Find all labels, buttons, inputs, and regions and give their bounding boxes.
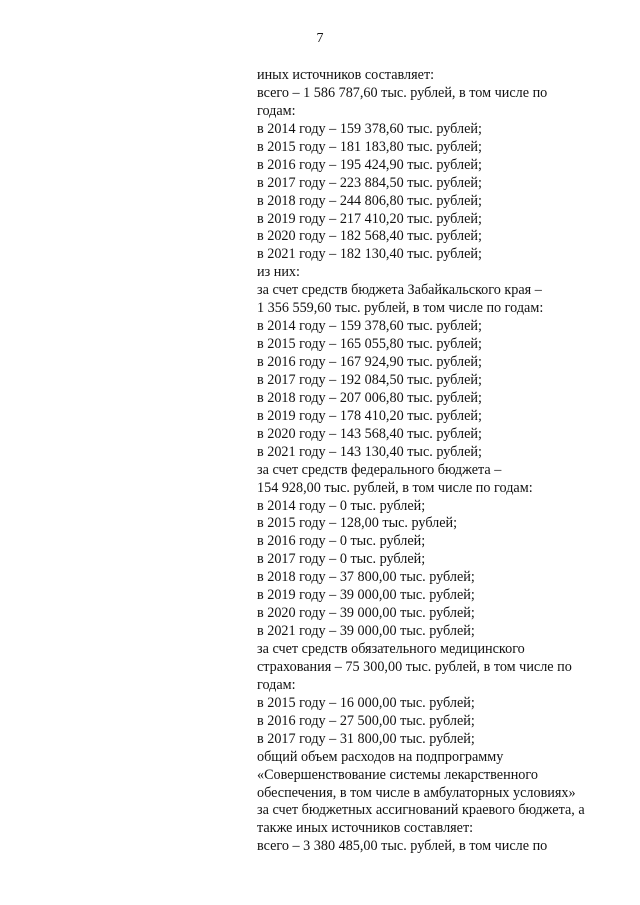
text-line: в 2016 году – 167 924,90 тыс. рублей; xyxy=(257,354,482,370)
text-line: в 2019 году – 39 000,00 тыс. рублей; xyxy=(257,587,475,604)
text-line: также иных источников составляет: xyxy=(257,820,474,837)
text-line: всего – 3 380 485,00 тыс. рублей, в том числе по xyxy=(257,838,548,855)
text-line: в 2014 году – 0 тыс. рублей; xyxy=(257,497,426,514)
text-line: в 2021 году – 39 000,00 тыс. рублей; xyxy=(257,623,475,640)
text-line: в 2018 году – 37 800,00 тыс. рублей; xyxy=(257,569,475,586)
text-line: годам: xyxy=(257,102,296,119)
text-line: в 2017 году – 31 800,00 тыс. рублей; xyxy=(257,730,475,747)
text-line: в 2016 году – 195 424,90 тыс. рублей; xyxy=(257,156,482,173)
text-line: за счет средств обязательного медицинского xyxy=(257,641,525,657)
text-line: в 2020 году – 182 568,40 тыс. рублей; xyxy=(257,228,482,245)
text-line: в 2020 году – 143 568,40 тыс. рублей; xyxy=(257,425,482,442)
text-line: «Совершенствование системы лекарственного xyxy=(257,766,538,783)
text-line: общий объем расходов на подпрограмму xyxy=(257,748,504,765)
text-line: в 2017 году – 0 тыс. рублей; xyxy=(257,551,426,568)
text-line: в 2021 году – 143 130,40 тыс. рублей; xyxy=(257,443,482,460)
text-line: из них: xyxy=(257,264,300,281)
text-line: в 2018 году – 244 806,80 тыс. рублей; xyxy=(257,192,482,209)
text-line: 154 928,00 тыс. рублей, в том числе по годам: xyxy=(257,479,533,496)
text-line: в 2015 году – 165 055,80 тыс. рублей; xyxy=(257,336,482,353)
text-line: в 2014 году – 159 378,60 тыс. рублей; xyxy=(257,120,482,137)
text-line: 1 356 559,60 тыс. рублей, в том числе по годам: xyxy=(257,300,544,317)
text-line: в 2014 году – 159 378,60 тыс. рублей; xyxy=(257,318,482,335)
text-line: иных источников составляет: xyxy=(257,67,435,83)
page-number: 7 xyxy=(316,31,324,46)
text-line: страхования – 75 300,00 тыс. рублей, в том числе по xyxy=(257,658,572,675)
text-line: за счет средств бюджета Забайкальского края – xyxy=(257,282,542,299)
document-text-block xyxy=(257,67,627,856)
text-line: в 2015 году – 128,00 тыс. рублей; xyxy=(257,515,458,532)
text-line: годам: xyxy=(257,676,296,693)
text-line: в 2015 году – 181 183,80 тыс. рублей; xyxy=(257,138,482,155)
text-line: в 2020 году – 39 000,00 тыс. рублей; xyxy=(257,605,475,622)
text-line: в 2019 году – 178 410,20 тыс. рублей; xyxy=(257,407,482,424)
text-line: всего – 1 586 787,60 тыс. рублей, в том числе по xyxy=(257,84,548,101)
text-line: за счет бюджетных ассигнований краевого бюджета, а xyxy=(257,802,585,819)
text-line: обеспечения, в том числе в амбулаторных условиях» xyxy=(257,784,576,801)
text-line: в 2016 году – 0 тыс. рублей; xyxy=(257,533,426,550)
text-line: в 2018 году – 207 006,80 тыс. рублей; xyxy=(257,389,482,406)
text-line: в 2017 году – 192 084,50 тыс. рублей; xyxy=(257,371,482,388)
text-line: в 2021 году – 182 130,40 тыс. рублей; xyxy=(257,246,482,263)
text-line: в 2016 году – 27 500,00 тыс. рублей; xyxy=(257,712,475,729)
text-line: в 2015 году – 16 000,00 тыс. рублей; xyxy=(257,694,475,711)
text-line: в 2019 году – 217 410,20 тыс. рублей; xyxy=(257,210,482,227)
text-line: за счет средств федерального бюджета – xyxy=(257,461,502,478)
text-line: в 2017 году – 223 884,50 тыс. рублей; xyxy=(257,174,482,191)
